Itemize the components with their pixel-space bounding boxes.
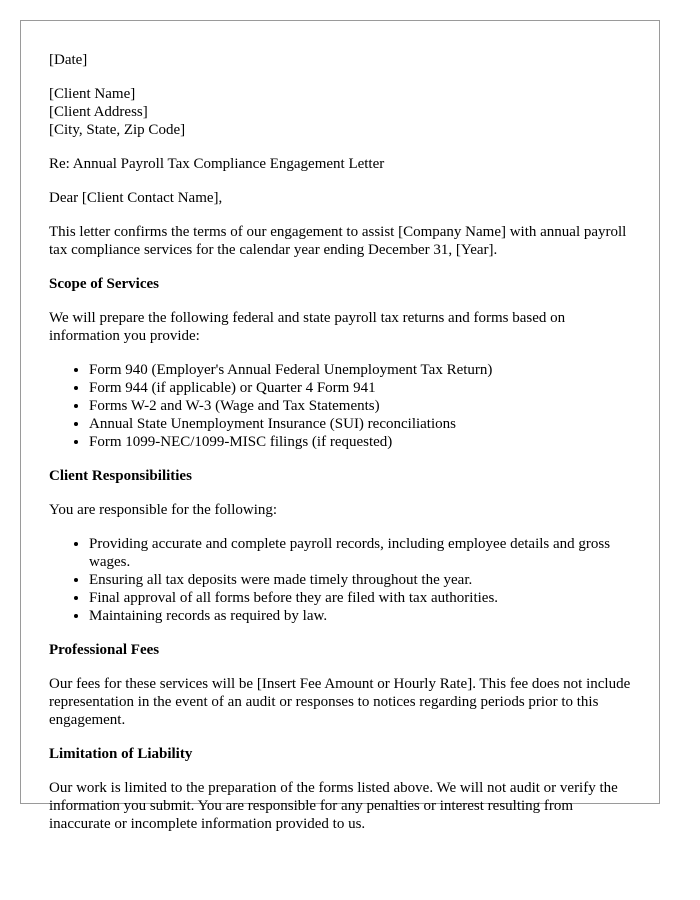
- liability-heading: Limitation of Liability: [49, 746, 193, 762]
- letter-page: [20, 20, 660, 832]
- list-item: • Forms W-2 and W-3 (Wage and Tax Statements): [89, 397, 631, 415]
- list-item: • Form 1099-NEC/1099-MISC filings (if requested): [89, 433, 631, 451]
- letter-date: [Date]: [49, 52, 88, 68]
- letter-body: [21, 21, 659, 833]
- client-name: [Client Name]: [49, 86, 136, 102]
- fees-heading: Professional Fees: [49, 642, 160, 658]
- salutation: Dear [Client Contact Name],: [49, 190, 223, 206]
- list-item: • Ensuring all tax deposits were made timely throughout the year.: [89, 571, 631, 589]
- scope-heading: Scope of Services: [49, 276, 159, 292]
- liability-paragraph: Our work is limited to the preparation of the forms listed above. We will not audit or verify the information you submit. You are responsible for any penalties or interest resulting from inaccurate or incomplete information provided to us.: [49, 780, 618, 832]
- responsibilities-paragraph: You are responsible for the following:: [49, 502, 278, 518]
- responsibilities-list: [49, 535, 631, 625]
- list-item: • Maintaining records as required by law.: [89, 607, 631, 625]
- list-item: • Form 944 (if applicable) or Quarter 4 Form 941: [89, 379, 631, 397]
- list-item: • Annual State Unemployment Insurance (SUI) reconciliations: [89, 415, 631, 433]
- list-item: • Providing accurate and complete payroll records, including employee details and gross wages.: [89, 535, 631, 571]
- list-item: • Final approval of all forms before they are filed with tax authorities.: [89, 589, 631, 607]
- scope-list: [49, 361, 631, 451]
- responsibilities-heading: Client Responsibilities: [49, 468, 192, 484]
- scope-paragraph: We will prepare the following federal and state payroll tax returns and forms based on information you provide:: [49, 310, 566, 344]
- client-address: [Client Address]: [49, 104, 148, 120]
- list-item: • Form 940 (Employer's Annual Federal Unemployment Tax Return): [89, 361, 631, 379]
- client-address-block: [49, 85, 631, 139]
- intro-paragraph: This letter confirms the terms of our engagement to assist [Company Name] with annual payroll tax compliance services for the calendar year ending December 31, [Year].: [49, 224, 627, 258]
- client-city-state-zip: [City, State, Zip Code]: [49, 122, 186, 138]
- fees-paragraph: Our fees for these services will be [Insert Fee Amount or Hourly Rate]. This fee does not include representation in the event of an audit or responses to notices regarding periods prior to this engagement.: [49, 676, 631, 728]
- re-line: Re: Annual Payroll Tax Compliance Engagement Letter: [49, 156, 385, 172]
